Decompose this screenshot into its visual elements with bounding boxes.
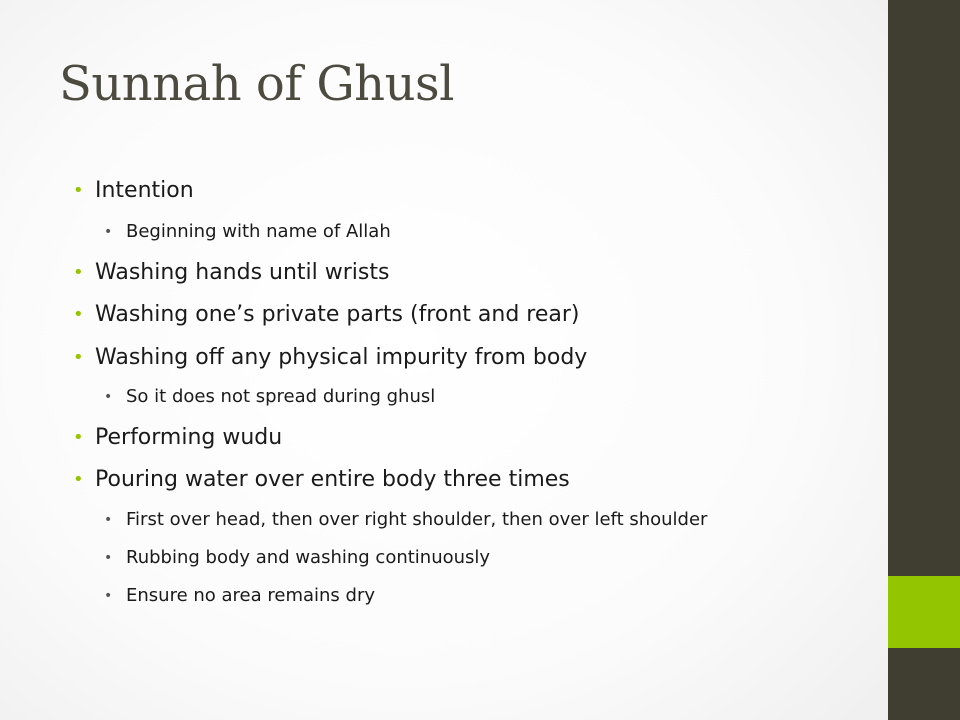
bullet-item bbox=[73, 178, 194, 203]
bullet-marker: • bbox=[104, 389, 113, 405]
bullet-marker: • bbox=[73, 180, 84, 201]
bullet-text: Ensure no area remains dry bbox=[126, 585, 376, 606]
bullet-marker: • bbox=[104, 550, 113, 566]
bullet-marker: • bbox=[73, 469, 84, 490]
slide-title: Sunnah of Ghusl bbox=[59, 56, 454, 112]
bullet-item bbox=[73, 302, 580, 327]
bullet-text: Washing one’s private parts (front and rear) bbox=[95, 302, 580, 327]
bullet-text: Washing hands until wrists bbox=[95, 260, 390, 285]
sub-bullet-item bbox=[104, 509, 708, 530]
bullet-marker: • bbox=[73, 427, 84, 448]
sidebar-band bbox=[888, 0, 960, 720]
bullet-item bbox=[73, 467, 570, 492]
bullet-text: So it does not spread during ghusl bbox=[126, 386, 436, 407]
bullet-text: Rubbing body and washing continuously bbox=[126, 547, 491, 568]
bullet-marker: • bbox=[104, 512, 113, 528]
bullet-text: Intention bbox=[95, 178, 194, 203]
bullet-marker: • bbox=[104, 224, 113, 240]
bullet-marker: • bbox=[104, 588, 113, 604]
bullet-marker: • bbox=[73, 304, 84, 325]
bullet-text: Beginning with name of Allah bbox=[126, 221, 391, 242]
sidebar-accent-block bbox=[888, 576, 960, 648]
bullet-marker: • bbox=[73, 347, 84, 368]
bullet-item bbox=[73, 425, 283, 450]
sub-bullet-item bbox=[104, 547, 491, 568]
bullet-text: Performing wudu bbox=[95, 425, 283, 450]
bullet-item bbox=[73, 345, 588, 370]
bullet-text: Washing off any physical impurity from body bbox=[95, 345, 588, 370]
bullet-text: Pouring water over entire body three times bbox=[95, 467, 570, 492]
bullet-text: First over head, then over right shoulder, then over left shoulder bbox=[126, 509, 708, 530]
bullet-marker: • bbox=[73, 262, 84, 283]
sub-bullet-item bbox=[104, 386, 436, 407]
sub-bullet-item bbox=[104, 221, 391, 242]
sub-bullet-item bbox=[104, 585, 376, 606]
bullet-item bbox=[73, 260, 390, 285]
